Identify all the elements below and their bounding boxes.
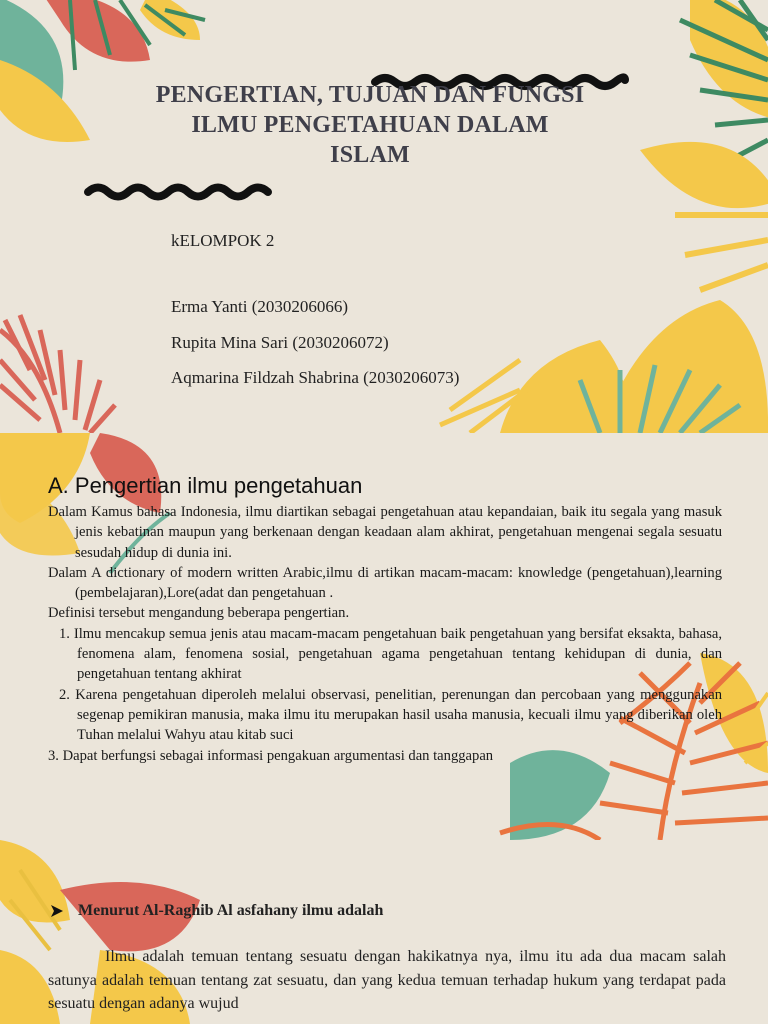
slide-quote (0, 840, 768, 1024)
list-item: 2. Karena pengetahuan diperoleh melalui observasi, penelitian, perenungan dan percobaan yang menggunakan segenap pemikiran manusia, maka ilmu itu merupakan hasil usaha manusia, kecuali ilmu yang diberikan oleh Tuhan melalui Wahyu atau kitab suci (59, 686, 722, 744)
arrow-bullet-icon (50, 904, 64, 918)
definition-text (48, 502, 722, 766)
list-item: 1. Ilmu mencakup semua jenis atau macam-macam pengetahuan baik pengetahuan yang bersifat eksakta, bahasa, fenomena alam, fenomena sosial, pengetahuan agama pengetahuan tentang kehidupan di dunia, dan pengetahuan tentang akhirat (59, 625, 722, 683)
page-title: PENGERTIAN, TUJUAN DAN FUNGSI ILMU PENGETAHUAN DALAM ISLAM (155, 82, 585, 168)
section-heading: A. Pengertian ilmu pengetahuan (48, 473, 363, 498)
member-2: Rupita Mina Sari (2030206072) (171, 333, 389, 352)
slide-title (0, 0, 768, 433)
paragraph: Dalam A dictionary of modern written Arabic,ilmu di artikan macam-macam: knowledge (pengetahuan),learning (pembelajaran),Lore(adat dan pengetahuan . (48, 564, 722, 602)
slide-definition (0, 433, 768, 840)
quote-text: Ilmu adalah temuan tentang sesuatu dengan hakikatnya nya, ilmu itu ada dua macam salah satunya adalah temuan tentang zat sesuatu, dan yang kedua temuan terhadap hukum yang terdapat pada sesuatu dengan adanya wujud (48, 948, 726, 1012)
bullet-heading: Menurut Al-Raghib Al asfahany ilmu adalah (78, 902, 384, 919)
paragraph: Definisi tersebut mengandung beberapa pengertian. (48, 605, 350, 622)
member-3: Aqmarina Fildzah Shabrina (2030206073) (171, 368, 460, 387)
list-item: 3. Dapat berfungsi sebagai informasi pengakuan argumentasi dan tanggapan (48, 747, 494, 764)
paragraph: Dalam Kamus bahasa Indonesia, ilmu diartikan sebagai pengetahuan atau kepandaian, baik itu segala yang masuk jenis kebatinan maupun yang berkenaan dengan keadaan alam akhirat, pengetahuan mengenai segala sesuatu sesudah hidup di dunia ini. (48, 504, 722, 561)
group-label: kELOMPOK 2 (171, 231, 275, 250)
member-1: Erma Yanti (2030206066) (171, 297, 349, 316)
